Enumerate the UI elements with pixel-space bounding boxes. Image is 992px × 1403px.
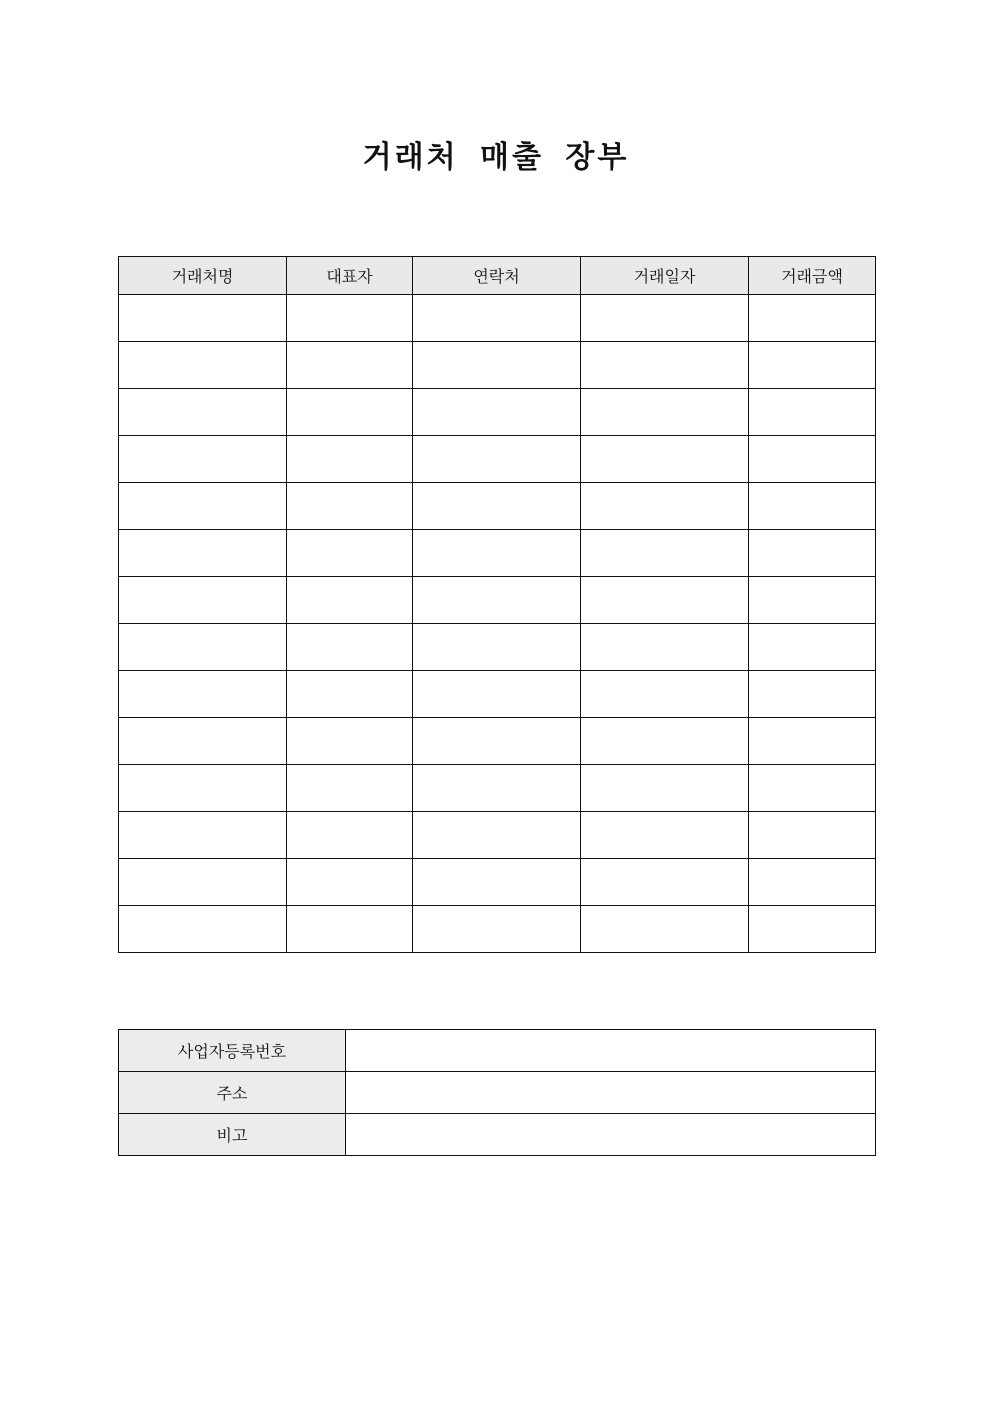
transaction-amount-cell[interactable] [749,859,876,906]
representative-cell[interactable] [287,342,413,389]
transaction-amount-cell[interactable] [749,812,876,859]
client-name-cell[interactable] [119,765,287,812]
transaction-date-cell[interactable] [581,389,749,436]
business-info-table [118,1029,876,1156]
contact-cell[interactable] [413,624,581,671]
transaction-date-cell[interactable] [581,718,749,765]
client-name-cell[interactable] [119,342,287,389]
column-header-contact: 연락처 [413,257,581,295]
client-name-cell[interactable] [119,718,287,765]
transaction-date-cell[interactable] [581,530,749,577]
client-name-cell[interactable] [119,530,287,577]
representative-cell[interactable] [287,530,413,577]
representative-cell[interactable] [287,295,413,342]
transaction-date-cell[interactable] [581,436,749,483]
representative-cell[interactable] [287,483,413,530]
transaction-date-cell[interactable] [581,812,749,859]
contact-cell[interactable] [413,577,581,624]
contact-cell[interactable] [413,295,581,342]
contact-cell[interactable] [413,859,581,906]
table-row [119,718,876,765]
transaction-date-cell[interactable] [581,859,749,906]
table-header-row [119,257,876,295]
table-row [119,859,876,906]
remarks-label: 비고 [119,1114,346,1156]
contact-cell[interactable] [413,671,581,718]
address-field[interactable] [346,1072,876,1114]
representative-cell[interactable] [287,389,413,436]
contact-cell[interactable] [413,906,581,953]
representative-cell[interactable] [287,436,413,483]
info-row-address [119,1072,876,1114]
representative-cell[interactable] [287,671,413,718]
table-row [119,765,876,812]
transaction-date-cell[interactable] [581,295,749,342]
table-row [119,671,876,718]
transaction-amount-cell[interactable] [749,295,876,342]
column-header-representative: 대표자 [287,257,413,295]
contact-cell[interactable] [413,483,581,530]
contact-cell[interactable] [413,389,581,436]
representative-cell[interactable] [287,859,413,906]
contact-cell[interactable] [413,812,581,859]
remarks-field[interactable] [346,1114,876,1156]
table-row [119,624,876,671]
table-row [119,342,876,389]
transaction-amount-cell[interactable] [749,389,876,436]
table-row [119,389,876,436]
document-title: 거래처 매출 장부 [362,140,630,175]
transaction-amount-cell[interactable] [749,577,876,624]
table-row [119,436,876,483]
transaction-amount-cell[interactable] [749,906,876,953]
business-registration-field[interactable] [346,1030,876,1072]
info-row-remarks [119,1114,876,1156]
transaction-amount-cell[interactable] [749,624,876,671]
transaction-date-cell[interactable] [581,906,749,953]
representative-cell[interactable] [287,765,413,812]
client-name-cell[interactable] [119,812,287,859]
transaction-amount-cell[interactable] [749,671,876,718]
client-name-cell[interactable] [119,906,287,953]
representative-cell[interactable] [287,624,413,671]
transaction-date-cell[interactable] [581,577,749,624]
transaction-date-cell[interactable] [581,765,749,812]
table-row [119,906,876,953]
table-row [119,483,876,530]
transaction-date-cell[interactable] [581,671,749,718]
table-row [119,295,876,342]
column-header-transaction-date: 거래일자 [581,257,749,295]
transaction-date-cell[interactable] [581,342,749,389]
transaction-amount-cell[interactable] [749,436,876,483]
column-header-transaction-amount: 거래금액 [749,257,876,295]
client-name-cell[interactable] [119,577,287,624]
representative-cell[interactable] [287,812,413,859]
client-name-cell[interactable] [119,389,287,436]
transaction-amount-cell[interactable] [749,530,876,577]
transaction-amount-cell[interactable] [749,483,876,530]
contact-cell[interactable] [413,718,581,765]
contact-cell[interactable] [413,530,581,577]
client-name-cell[interactable] [119,624,287,671]
client-name-cell[interactable] [119,859,287,906]
address-label: 주소 [119,1072,346,1114]
representative-cell[interactable] [287,718,413,765]
transaction-amount-cell[interactable] [749,765,876,812]
transaction-amount-cell[interactable] [749,718,876,765]
table-row [119,530,876,577]
sales-ledger-table [118,256,876,953]
table-row [119,812,876,859]
transaction-date-cell[interactable] [581,483,749,530]
client-name-cell[interactable] [119,295,287,342]
representative-cell[interactable] [287,906,413,953]
contact-cell[interactable] [413,765,581,812]
business-registration-label: 사업자등록번호 [119,1030,346,1072]
client-name-cell[interactable] [119,436,287,483]
table-row [119,577,876,624]
client-name-cell[interactable] [119,483,287,530]
contact-cell[interactable] [413,436,581,483]
transaction-date-cell[interactable] [581,624,749,671]
column-header-client-name: 거래처명 [119,257,287,295]
client-name-cell[interactable] [119,671,287,718]
transaction-amount-cell[interactable] [749,342,876,389]
info-row-business-registration [119,1030,876,1072]
contact-cell[interactable] [413,342,581,389]
representative-cell[interactable] [287,577,413,624]
